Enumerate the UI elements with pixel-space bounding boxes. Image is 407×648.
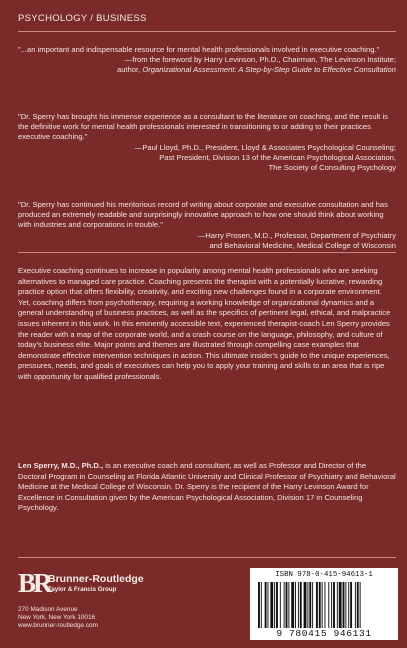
- barcode-bar: [337, 582, 338, 628]
- quote-3-attribution-line-2: and Behavioral Medicine, Medical College of Wisconsin: [209, 240, 396, 250]
- quote-2-text: "Dr. Sperry has brought his immense experience as a consultant to the literature on coaching, and the result is the definitive work for mental health professionals interested in transitioning to or adding to their practices executive coaching.": [18, 112, 388, 142]
- barcode-bar: [343, 582, 345, 628]
- barcode-bars: [256, 582, 392, 628]
- author-name: Len Sperry, M.D., Ph.D.,: [18, 461, 104, 470]
- publisher-logo: [18, 569, 178, 599]
- barcode-bar: [328, 582, 329, 628]
- quote-2: [18, 112, 396, 173]
- quote-2-attribution-line-3: The Society of Consulting Psychology: [268, 163, 396, 173]
- category-label: PSYCHOLOGY / BUSINESS: [18, 13, 147, 24]
- barcode-bar: [270, 582, 273, 628]
- barcode-bar: [348, 582, 349, 628]
- author-bio: [18, 461, 396, 514]
- barcode-bar: [350, 582, 352, 628]
- barcode-bar: [312, 582, 313, 628]
- quote-2-attribution-line-1: —Paul Lloyd, Ph.D., President, Lloyd & Associates Psychological Counseling;: [134, 142, 396, 152]
- quote-1: [18, 45, 396, 76]
- barcode-bar: [319, 582, 321, 628]
- barcode-bar: [295, 582, 296, 628]
- barcode-bar: [284, 582, 285, 628]
- publisher-logo-mark: BR: [18, 568, 50, 598]
- barcode-bar: [280, 582, 281, 628]
- barcode-bar: [274, 582, 275, 628]
- barcode-bar: [261, 582, 262, 628]
- barcode-number: 9 780415 946131: [276, 628, 372, 639]
- barcode-bar: [345, 582, 346, 628]
- barcode-bar: [309, 582, 311, 628]
- barcode-bar: [265, 582, 267, 628]
- barcode-bar: [316, 582, 318, 628]
- barcode-bar: [298, 582, 299, 628]
- quote-3-attribution-line-1: —Harry Prosen, M.D., Professor, Department of Psychiatry: [197, 230, 396, 240]
- publisher-subtitle: Taylor & Francis Group: [48, 586, 117, 593]
- barcode-bar: [258, 582, 260, 628]
- quote-3: [18, 200, 396, 251]
- publisher-address: [18, 606, 178, 630]
- quote-1-attribution-line-2: author, Organizational Assessment: A Step-by-Step Guide to Effective Consultation: [116, 65, 396, 75]
- barcode-bar: [331, 582, 332, 628]
- publisher-name: Brunner-Routledge: [48, 573, 144, 585]
- barcode-bar: [286, 582, 288, 628]
- barcode-bar: [291, 582, 294, 628]
- barcode-bar: [360, 582, 361, 628]
- barcode: [250, 568, 398, 640]
- quote-1-attribution-line-1: —from the foreword by Harry Levinson, Ph.D., Chairman, The Levinson Institute;: [124, 55, 396, 65]
- address-line-2: New York, New York 10016: [18, 614, 96, 621]
- barcode-bar: [322, 582, 323, 628]
- quote-3-text: "Dr. Sperry has continued his meritorious record of writing about corporate and executive consultation and has produced an extremely readable and surprisingly innovative approach to how one should think about working with industries and corporations in trouble.": [18, 200, 388, 230]
- bottom-rule: [18, 557, 396, 558]
- address-line-3: www.brunner-routledge.com: [18, 622, 98, 629]
- isbn-label: ISBN 978-0-415-94613-1: [275, 571, 373, 579]
- description: Executive coaching continues to increase in popularity among mental health professionals who are seeking alternatives to managed care practice. Coaching presents the therapist with a potentially lucrative, rewarding practice option that offers flexibility, creativity, and exciting new challenges found in a corporate environment. Yet, coaching differs from psychotherapy, requiring a working knowledge of organizational dynamics and a general understanding of business practices, as well as the specifics of pertinent legal, ethical, and malpractice issues inherent in this work. In this eminently accessible text, experienced therapist-coach Len Sperry provides the reader with a map of the corporate world, and a crash course on the language, philosophy, and culture of today's business elite. Major points and themes are illustrated through compelling case examples that demonstrate effective intervention techniques in action. This ultimate insider's guide to the unique experiences, pressures, needs, and goals of executives can help you to apply your training and skills to an area that is ripe with opportunity for qualified professionals.: [18, 266, 391, 381]
- barcode-bar: [268, 582, 269, 628]
- middle-rule: [18, 252, 396, 253]
- quote-2-attribution-line-2: Past President, Division 13 of the American Psychological Association,: [159, 152, 396, 162]
- barcode-bar: [325, 582, 326, 628]
- address-line-1: 270 Madison Avenue: [18, 606, 78, 613]
- barcode-bar: [300, 582, 302, 628]
- barcode-bar: [355, 582, 356, 628]
- barcode-bar: [276, 582, 278, 628]
- barcode-bar: [339, 582, 342, 628]
- barcode-bar: [333, 582, 335, 628]
- barcode-bar: [288, 582, 289, 628]
- top-rule: [18, 31, 396, 32]
- author-bio-text: is an executive coach and consultant, as well as Professor and Director of the Doctoral Program in Counseling at Florida Atlantic University and Clinical Professor of Psychiatry and Behavioral Medicine at the Medical College of Wisconsin. Dr. Sperry is the recipient of the Harry Levinson Award for Excellence in Consultation given by the American Psychological Association, Division 17 in Counseling Psychology.: [18, 461, 396, 513]
- quote-1-text: "...an important and indispensable resource for mental health professionals involved in executive coaching.": [18, 45, 380, 54]
- barcode-bar: [307, 582, 308, 628]
- barcode-bar: [357, 582, 359, 628]
- barcode-bar: [304, 582, 307, 628]
